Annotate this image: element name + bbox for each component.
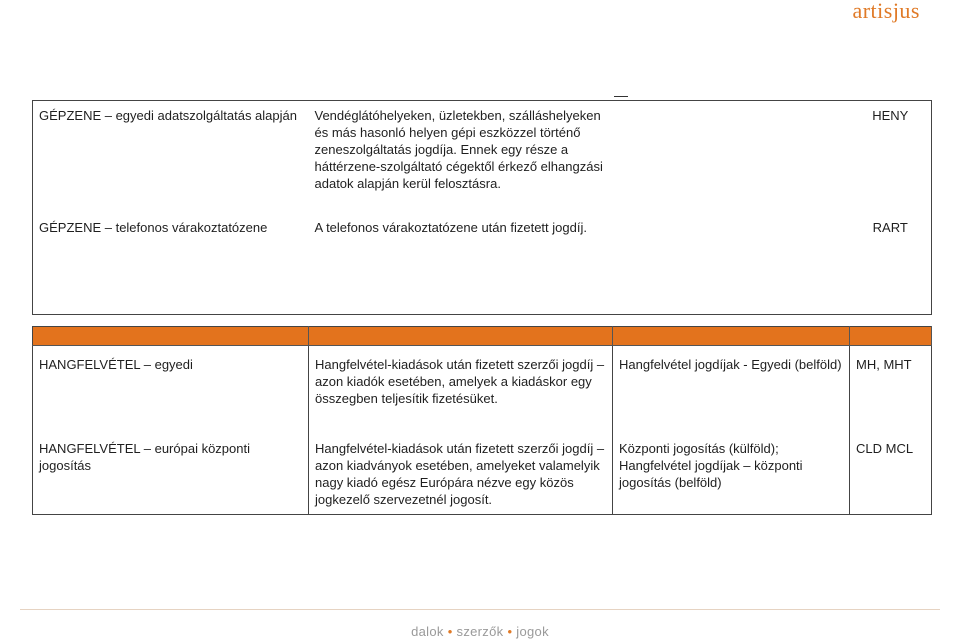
footer-divider [20, 609, 940, 610]
row-category: GÉPZENE – egyedi adatszolgáltatás alapján [39, 108, 297, 123]
footer-word: dalok [411, 624, 444, 639]
row-description: Hangfelvétel-kiadások után fizetett szerzői jogdíj – azon kiadványok esetében, amelyeket valamelyik nagy kiadó egész Európára nézve egy közös jogkezelő szervezetnél jogosít. [309, 430, 613, 515]
row-description: Hangfelvétel-kiadások után fizetett szerzői jogdíj – azon kiadók esetében, amelyek a kiadáskor egy összegben teljesítik fizetésüket. [309, 346, 613, 431]
row-code: MH, MHT [850, 346, 932, 431]
row-title: Központi jogosítás (külföld); Hangfelvétel jogdíjak – központi jogosítás (belföld) [613, 430, 850, 515]
footer-tagline [0, 624, 960, 639]
row-category: HANGFELVÉTEL – egyedi [33, 346, 309, 431]
artisjus-logo: artisjus [852, 0, 920, 23]
row-category: HANGFELVÉTEL – európai központi jogosítás [33, 430, 309, 515]
row-title: Hangfelvétel jogdíjak - Egyedi (belföld) [613, 346, 850, 431]
table-row [33, 211, 932, 315]
row-description: Vendéglátóhelyeken, üzletekben, szálláshelyeken és más hasonló helyen gépi eszközzel történő zeneszolgáltatás jogdíja. Ennek egy része a háttérzene-szolgáltató cégektől érkező elhangzási adatok alapján kerül felosztásra. [314, 108, 603, 191]
royalty-table-hangfelvetel [32, 326, 932, 515]
footer-word: szerzők [456, 624, 504, 639]
row-code: CLD MCL [850, 430, 932, 515]
table-row [33, 101, 932, 212]
table-header-bar [33, 327, 932, 346]
bullet-icon: • [447, 624, 453, 639]
bullet-icon: • [507, 624, 513, 639]
footer-word: jogok [516, 624, 549, 639]
row-title [613, 101, 850, 212]
row-title [613, 211, 850, 315]
row-code: HENY [872, 108, 909, 123]
table-row [33, 346, 932, 431]
row-code: RART [872, 220, 908, 235]
row-description: A telefonos várakoztatózene után fizetett jogdíj. [314, 220, 587, 235]
dash-mark [614, 96, 628, 97]
row-category: GÉPZENE – telefonos várakoztatózene [39, 220, 268, 235]
table-row [33, 430, 932, 515]
royalty-table-gepzene [32, 100, 932, 315]
